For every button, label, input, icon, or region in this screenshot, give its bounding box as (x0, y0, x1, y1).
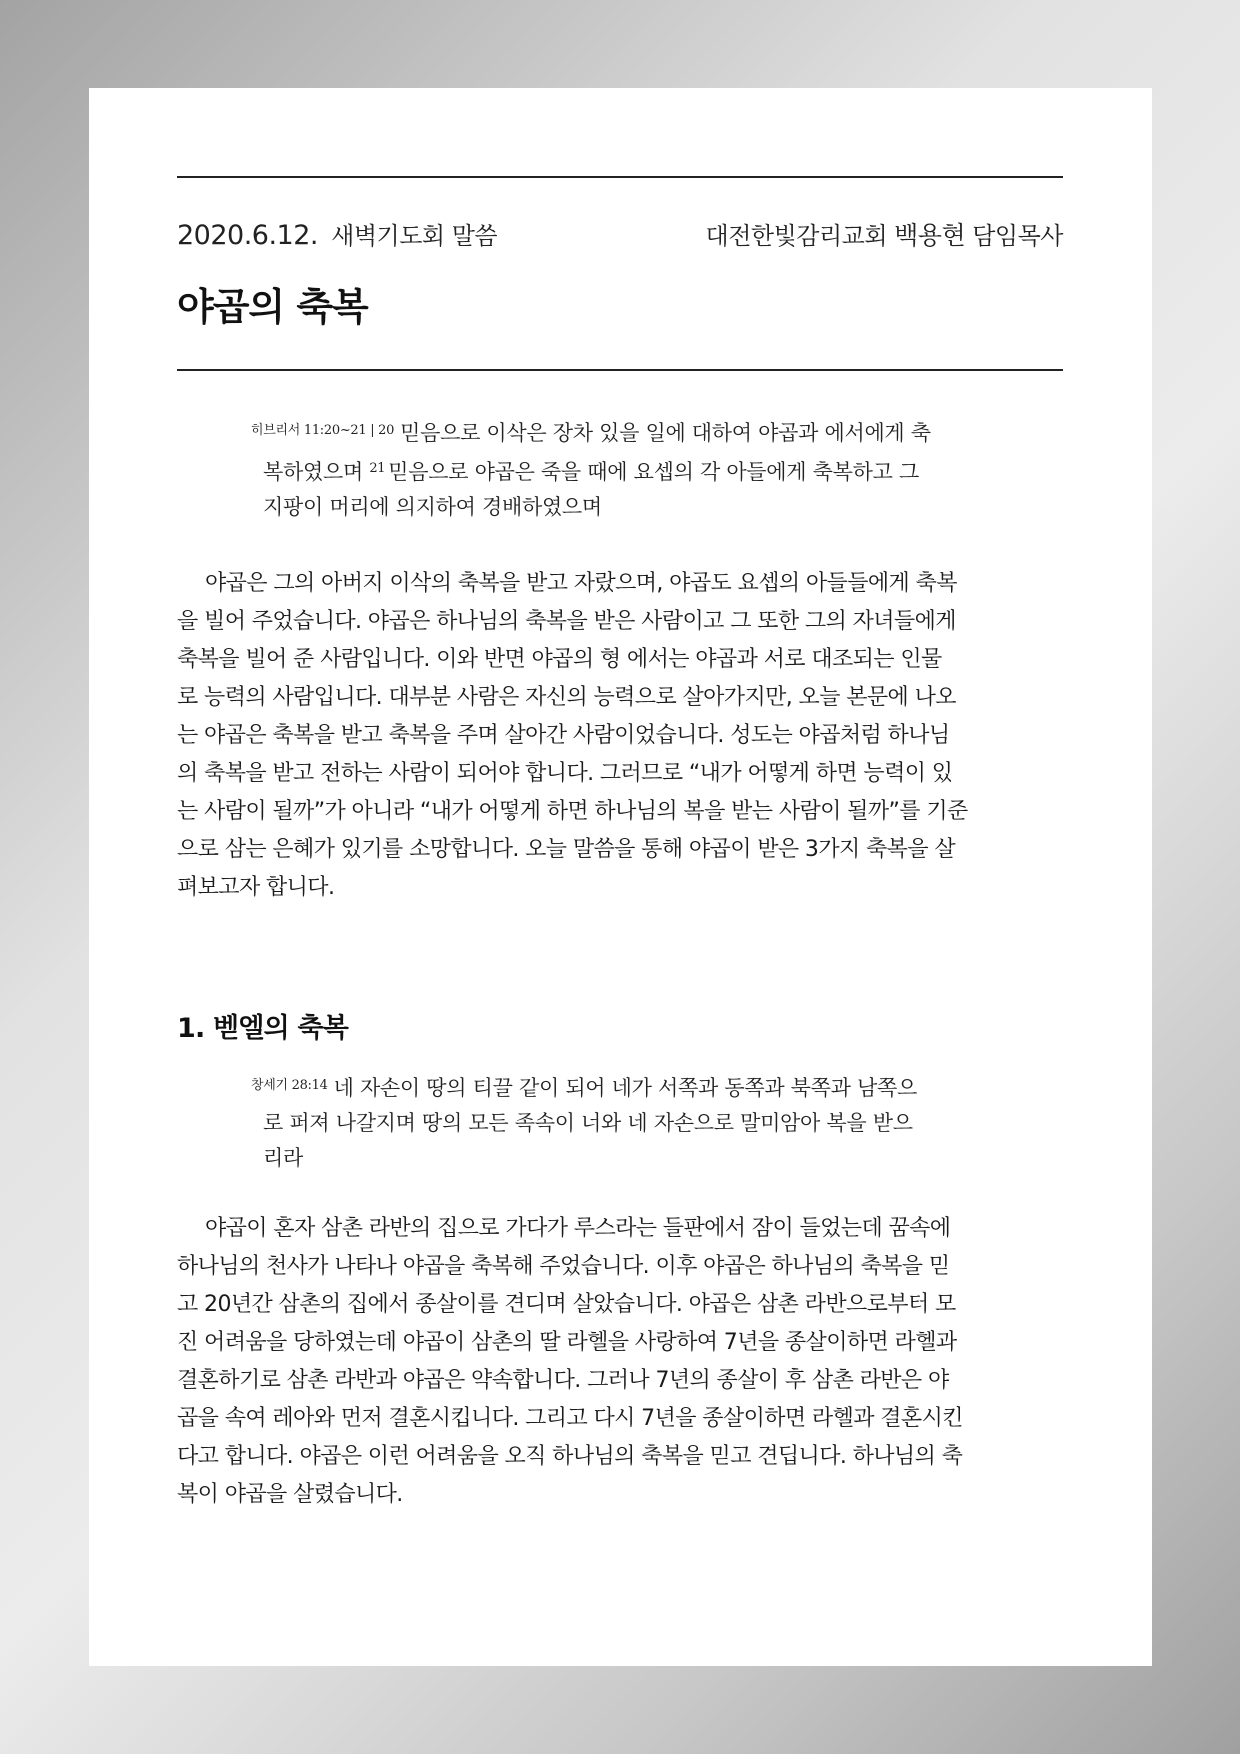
scripture-quote-genesis (251, 1068, 991, 1176)
paragraph-line: 펴보고자 합니다. (177, 875, 335, 900)
verse-text: 네 자손이 땅의 티끌 같이 되어 네가 서쪽과 동쪽과 북쪽과 남쪽으 (333, 1076, 917, 1100)
sermon-meta (177, 216, 1063, 252)
paragraph-line: 로 능력의 사람입니다. 대부분 사람은 자신의 능력으로 살아가지만, 오늘 본문에 나오 (177, 685, 956, 710)
paragraph-line: 곱을 속여 레아와 먼저 결혼시킵니다. 그리고 다시 7년을 종살이하면 라헬과 결혼시킨 (177, 1406, 963, 1431)
top-divider (177, 176, 1063, 178)
paragraph-line: 축복을 빌어 준 사람입니다. 이와 반면 야곱의 형 에서는 야곱과 서로 대조되는 인물 (177, 647, 942, 672)
title-divider (177, 369, 1063, 371)
preacher-line (706, 216, 1063, 252)
sermon-title: 야곱의 축복 (177, 285, 368, 329)
verse-reference: 히브리서 11:20~21 | 20 (251, 423, 395, 438)
sermon-date-line (177, 216, 497, 251)
verse-text: 믿음으로 이삭은 장차 있을 일에 대하여 야곱과 에서에게 축 (400, 421, 931, 445)
paragraph-line: 다고 합니다. 야곱은 이런 어려움을 오직 하나님의 축복을 믿고 견딥니다. 하나님의 축 (177, 1444, 963, 1469)
verse-line (251, 413, 991, 451)
church-name: 대전한빛감리교회 (705, 222, 888, 250)
sermon-date: 2020.6.12. (177, 220, 318, 251)
section-heading: 1. 벧엘의 축복 (177, 1013, 349, 1044)
verse-line (251, 1068, 991, 1106)
paragraph-line: 야곱은 그의 아버지 이삭의 축복을 받고 자랐으며, 야곱도 요셉의 아들들에게 축복 (205, 571, 957, 596)
paragraph-line: 결혼하기로 삼촌 라반과 야곱은 약속합니다. 그러나 7년의 종살이 후 삼촌 라반은 야 (177, 1368, 949, 1393)
verse-line: 지팡이 머리에 의지하여 경배하였으며 (263, 495, 602, 519)
pastor-title: 담임목사 (972, 222, 1063, 250)
paragraph-line: 하나님의 천사가 나타나 야곱을 축복해 주었습니다. 이후 야곱은 하나님의 축복을 믿 (177, 1254, 950, 1279)
pastor-name: 백용현 (894, 221, 966, 250)
body-paragraph-intro (177, 565, 1063, 907)
verse-reference: 창세기 28:14 (251, 1078, 328, 1093)
paragraph-line: 을 빌어 주었습니다. 야곱은 하나님의 축복을 받은 사람이고 그 또한 그의 자녀들에게 (177, 609, 956, 634)
paragraph-line: 고 20년간 삼촌의 집에서 종살이를 견디며 살았습니다. 야곱은 삼촌 라반으로부터 모 (177, 1292, 956, 1317)
scripture-quote-hebrews (251, 413, 991, 525)
paragraph-line: 의 축복을 받고 전하는 사람이 되어야 합니다. 그러므로 “내가 어떻게 하면 능력이 있 (177, 761, 953, 786)
paragraph-line: 으로 삼는 은혜가 있기를 소망합니다. 오늘 말씀을 통해 야곱이 받은 3가지 축복을 살 (177, 837, 956, 862)
body-paragraph-bethel (177, 1210, 1063, 1514)
paragraph-line: 는 사람이 될까”가 아니라 “내가 어떻게 하면 하나님의 복을 받는 사람이 될까”를 기준 (177, 799, 968, 824)
verse-line: 리라 (263, 1146, 303, 1170)
verse-line: 로 퍼져 나갈지며 땅의 모든 족속이 너와 네 자손으로 말미암아 복을 받으 (263, 1111, 913, 1135)
paragraph-line: 복이 야곱을 살렸습니다. (177, 1482, 403, 1507)
paragraph-line: 진 어려움을 당하였는데 야곱이 삼촌의 딸 라헬을 사랑하여 7년을 종살이하면 라헬과 (177, 1330, 957, 1355)
document-page (89, 88, 1152, 1666)
verse-line: 복하였으며 $^{21}$ 믿음으로 야곱은 죽을 때에 요셉의 각 아들에게 축복하고 그 (263, 460, 919, 484)
paragraph-line: 는 야곱은 축복을 받고 축복을 주며 살아간 사람이었습니다. 성도는 야곱처럼 하나님 (177, 723, 950, 748)
verse-number: 21 (369, 461, 386, 476)
service-name: 새벽기도회 말씀 (331, 222, 498, 250)
paragraph-line: 야곱이 혼자 삼촌 라반의 집으로 가다가 루스라는 들판에서 잠이 들었는데 꿈속에 (205, 1216, 951, 1241)
